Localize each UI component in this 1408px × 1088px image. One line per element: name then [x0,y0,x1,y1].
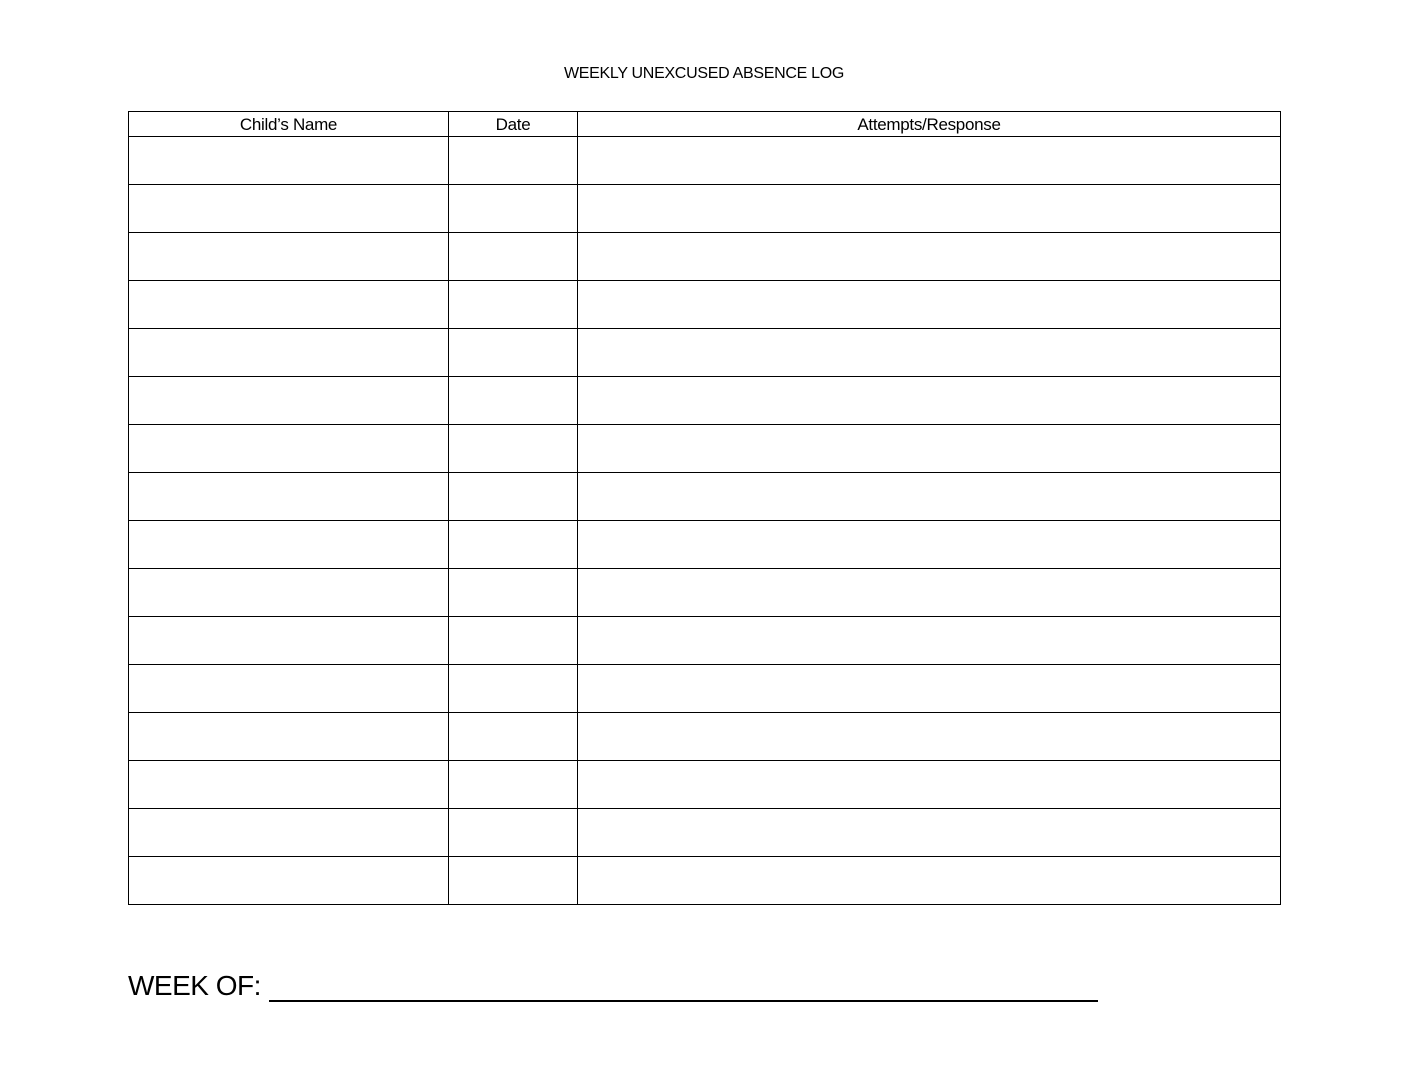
week-of-label: WEEK OF: [128,970,261,1001]
header-childs-name: Child’s Name [129,112,449,137]
week-of-field[interactable] [269,970,1098,1002]
date-cell[interactable] [449,665,578,713]
childs-name-cell[interactable] [129,713,449,761]
table-row [129,713,1281,761]
date-cell[interactable] [449,617,578,665]
attempts-response-cell[interactable] [578,233,1281,281]
date-cell[interactable] [449,857,578,905]
date-cell[interactable] [449,377,578,425]
date-cell[interactable] [449,569,578,617]
childs-name-cell[interactable] [129,473,449,521]
table-row [129,761,1281,809]
header-attempts-response: Attempts/Response [578,112,1281,137]
childs-name-cell[interactable] [129,857,449,905]
table-row [129,329,1281,377]
childs-name-cell[interactable] [129,521,449,569]
childs-name-cell[interactable] [129,329,449,377]
attempts-response-cell[interactable] [578,473,1281,521]
table-row [129,857,1281,905]
date-cell[interactable] [449,329,578,377]
childs-name-cell[interactable] [129,569,449,617]
date-cell[interactable] [449,761,578,809]
date-cell[interactable] [449,281,578,329]
childs-name-cell[interactable] [129,809,449,857]
childs-name-cell[interactable] [129,665,449,713]
childs-name-cell[interactable] [129,761,449,809]
attempts-response-cell[interactable] [578,425,1281,473]
childs-name-cell[interactable] [129,233,449,281]
attempts-response-cell[interactable] [578,617,1281,665]
table-row [129,425,1281,473]
header-date: Date [449,112,578,137]
childs-name-cell[interactable] [129,377,449,425]
childs-name-cell[interactable] [129,137,449,185]
childs-name-cell[interactable] [129,617,449,665]
table-row [129,473,1281,521]
attempts-response-cell[interactable] [578,665,1281,713]
table-row [129,137,1281,185]
table-row [129,809,1281,857]
page-title: WEEKLY UNEXCUSED ABSENCE LOG [564,65,844,82]
table-row [129,617,1281,665]
date-cell[interactable] [449,521,578,569]
date-cell[interactable] [449,233,578,281]
date-cell[interactable] [449,473,578,521]
absence-log-table [128,111,1281,905]
table-row [129,569,1281,617]
table-row [129,521,1281,569]
childs-name-cell[interactable] [129,185,449,233]
table-row [129,665,1281,713]
table-row [129,185,1281,233]
attempts-response-cell[interactable] [578,713,1281,761]
attempts-response-cell[interactable] [578,185,1281,233]
date-cell[interactable] [449,713,578,761]
table-row [129,281,1281,329]
table-body [129,137,1281,905]
date-cell[interactable] [449,809,578,857]
table-row [129,233,1281,281]
childs-name-cell[interactable] [129,281,449,329]
date-cell[interactable] [449,137,578,185]
date-cell[interactable] [449,185,578,233]
attempts-response-cell[interactable] [578,329,1281,377]
attempts-response-cell[interactable] [578,137,1281,185]
attempts-response-cell[interactable] [578,569,1281,617]
attempts-response-cell[interactable] [578,857,1281,905]
table-row [129,377,1281,425]
date-cell[interactable] [449,425,578,473]
attempts-response-cell[interactable] [578,377,1281,425]
attempts-response-cell[interactable] [578,281,1281,329]
week-of-section [128,968,1098,1004]
attempts-response-cell[interactable] [578,521,1281,569]
attempts-response-cell[interactable] [578,761,1281,809]
childs-name-cell[interactable] [129,425,449,473]
table-header-row [129,112,1281,137]
attempts-response-cell[interactable] [578,809,1281,857]
